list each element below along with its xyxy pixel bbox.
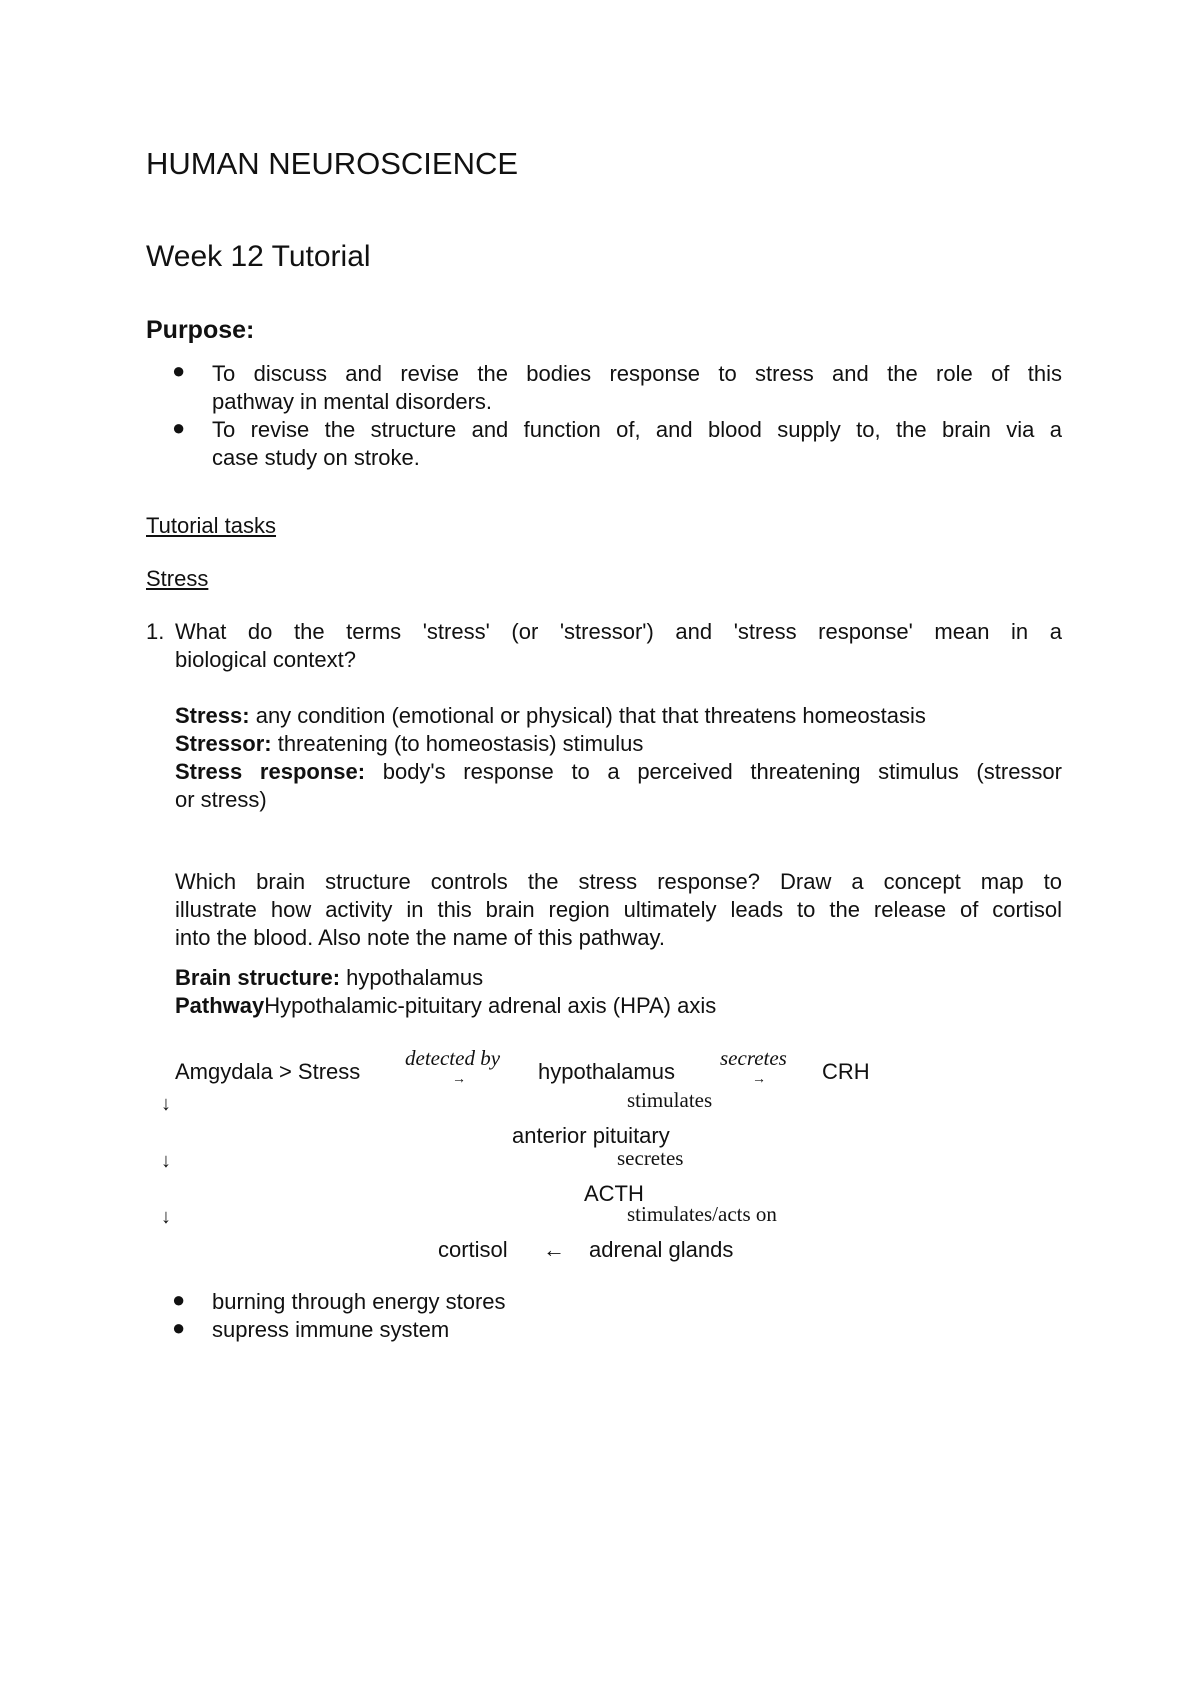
stimulates-label: stimulates [627,1088,713,1112]
down-arrow-icon: ↓ [161,1206,171,1228]
acth-node: ACTH [584,1181,644,1206]
followup-line2: illustrate how activity in this brain region ultimately leads to the release of cortisol [175,897,1062,922]
purpose-bullet-1-line1: To discuss and revise the bodies response to stress and the role of this [212,361,1062,386]
answer-text: hypothalamus [340,965,484,990]
definition-term: Stress response: [175,759,366,784]
answer-term: Pathway [175,993,265,1018]
effect-item: supress immune system [212,1317,450,1342]
tutorial-tasks-heading: Tutorial tasks [146,513,277,538]
bullet-icon: ● [172,415,186,440]
down-arrow-icon: ↓ [161,1150,171,1172]
answer-text: Hypothalamic-pituitary adrenal axis (HPA) axis [264,993,717,1018]
question-1-line1: What do the terms 'stress' (or 'stressor') and 'stress response' mean in a [175,619,1062,644]
stimulates-acts-on-label: stimulates/acts on [627,1202,777,1226]
question-1-line2: biological context? [175,647,357,672]
anterior-pituitary-node: anterior pituitary [512,1123,670,1148]
definition-stress-response [175,758,1062,786]
document-title: HUMAN NEUROSCIENCE [146,146,519,181]
purpose-bullet-1-line2: pathway in mental disorders. [212,389,493,414]
cortisol-node: cortisol [438,1237,508,1262]
definition-term: Stressor: [175,731,272,756]
amygdala-stress-node: Amgydala > Stress [175,1059,361,1084]
right-arrow-icon: → [752,1070,766,1086]
definition-stressor [175,730,643,758]
stress-heading: Stress [146,566,209,591]
bullet-icon: ● [172,1287,186,1312]
definition-text: threatening (to homeostasis) stimulus [271,731,644,756]
right-arrow-icon: → [452,1070,466,1086]
bullet-icon: ● [172,1315,186,1340]
definition-term: Stress: [175,703,250,728]
effect-item: burning through energy stores [212,1289,506,1314]
definition-text: body's response to a perceived threatening stimulus (stressor [365,759,1062,784]
pathway-answer [175,992,716,1020]
hypothalamus-node: hypothalamus [538,1059,675,1084]
question-number: 1. [146,619,165,644]
followup-line3: into the blood. Also note the name of this pathway. [175,925,666,950]
answer-term: Brain structure: [175,965,341,990]
purpose-bullet-2-line2: case study on stroke. [212,445,420,470]
adrenal-glands-node: adrenal glands [589,1237,734,1262]
definition-stress [175,702,926,730]
brain-structure-answer [175,964,483,992]
secretes-label-2: secretes [617,1146,684,1170]
detected-by-label: detected by [405,1046,501,1070]
down-arrow-icon: ↓ [161,1093,171,1115]
definition-stress-response-line2: or stress) [175,787,267,812]
left-arrow-icon: ← [543,1237,565,1262]
definition-text: any condition (emotional or physical) that that threatens homeostasis [249,703,926,728]
purpose-heading: Purpose: [146,316,255,344]
followup-line1: Which brain structure controls the stress response? Draw a concept map to [175,869,1062,894]
week-title: Week 12 Tutorial [146,240,371,273]
purpose-bullet-2-line1: To revise the structure and function of, and blood supply to, the brain via a [212,417,1062,442]
bullet-icon: ● [172,358,186,383]
crh-node: CRH [822,1059,870,1084]
secretes-label-1: secretes [720,1046,787,1070]
